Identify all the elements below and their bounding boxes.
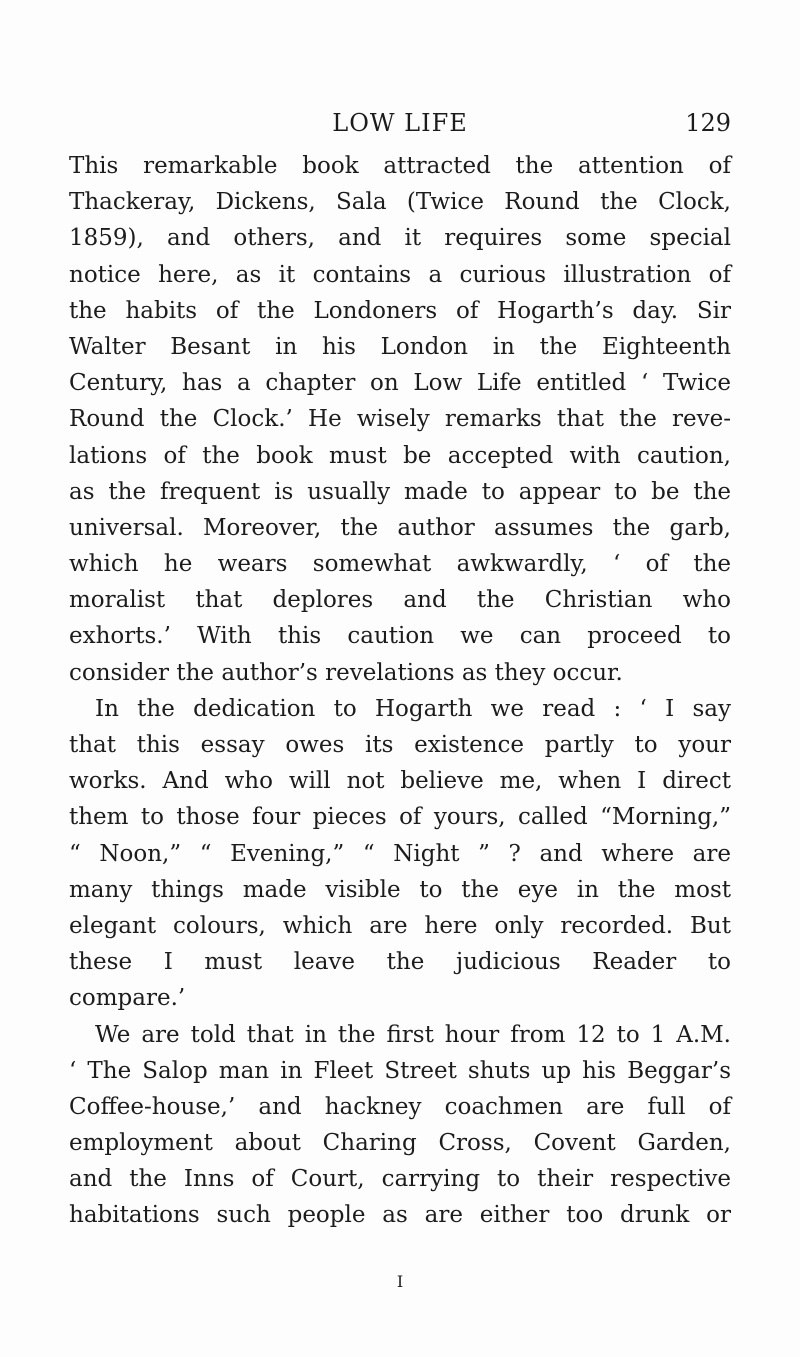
text-line: habitations such people as are either too drunk or — [69, 1202, 731, 1229]
text-line: In the dedication to Hogarth we read : ‘ I say — [95, 695, 731, 722]
text-line: notice here, as it contains a curious illustration of — [69, 261, 731, 288]
running-title: LOW LIFE — [332, 109, 468, 137]
text-line: exhorts.’ With this caution we can proceed to — [69, 623, 731, 650]
page-number: 129 — [685, 109, 731, 137]
text-line: them to those four pieces of yours, called “Morning,” — [69, 804, 731, 831]
text-line: which he wears somewhat awkwardly, ‘ of the — [69, 551, 731, 578]
text-line: these I must leave the judicious Reader to — [69, 949, 731, 976]
text-line: Thackeray, Dickens, Sala (Twice Round the Clock, — [69, 189, 731, 216]
text-line: “ Noon,” “ Evening,” “ Night ” ? and where are — [69, 840, 731, 867]
text-line: that this essay owes its existence partly to your — [69, 732, 731, 758]
text-line: Walter Besant in his London in the Eighteenth — [69, 333, 731, 360]
text-line: consider the author’s revelations as they occur. — [69, 659, 623, 686]
text-line: works. And who will not believe me, when I direct — [69, 768, 731, 795]
page-header — [69, 103, 731, 143]
text-line: and the Inns of Court, carrying to their respective — [69, 1166, 731, 1193]
text-line: compare.’ — [69, 985, 186, 1012]
text-line: 1859), and others, and it requires some special — [69, 225, 731, 252]
text-line: ‘ The Salop man in Fleet Street shuts up his Beggar’s — [69, 1057, 731, 1084]
body-text — [69, 148, 731, 1234]
text-line: moralist that deplores and the Christian who — [69, 587, 731, 614]
signature-mark: I — [396, 1272, 404, 1291]
text-line: Coffee-house,’ and hackney coachmen are full of — [69, 1093, 731, 1120]
text-line: We are told that in the first hour from 12 to 1 A.M. — [95, 1021, 731, 1048]
text-line: Century, has a chapter on Low Life entitled ‘ Twice — [69, 370, 731, 397]
text-line: employment about Charing Cross, Covent Garden, — [69, 1130, 731, 1157]
text-line: many things made visible to the eye in the most — [69, 876, 731, 903]
text-line: lations of the book must be accepted with caution, — [69, 442, 731, 469]
text-line: as the frequent is usually made to appear to be the — [69, 478, 731, 505]
text-line: the habits of the Londoners of Hogarth’s day. Sir — [69, 297, 731, 324]
text-line: This remarkable book attracted the attention of — [69, 153, 731, 179]
text-line: Round the Clock.’ He wisely remarks that the reve- — [69, 406, 731, 433]
text-line: elegant colours, which are here only recorded. But — [69, 912, 731, 939]
text-line: universal. Moreover, the author assumes the garb, — [69, 514, 731, 541]
